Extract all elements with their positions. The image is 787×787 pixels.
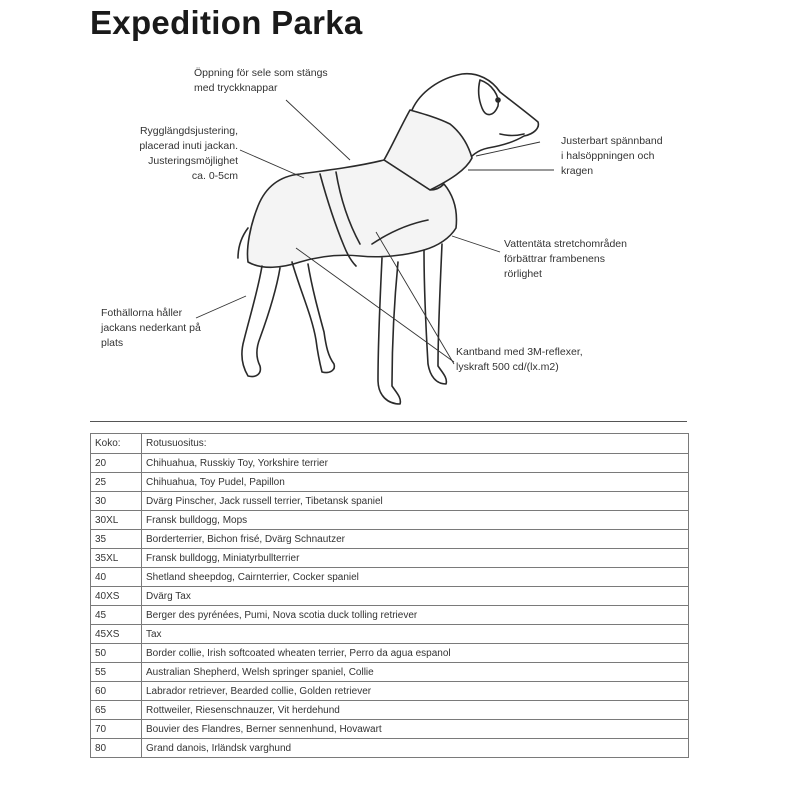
table-row <box>91 473 689 492</box>
header-size: Koko: <box>91 434 142 454</box>
dog-back-leg-2 <box>242 266 280 377</box>
table-row <box>91 492 689 511</box>
breed-cell: Rottweiler, Riesenschnauzer, Vit herdehund <box>142 701 689 720</box>
callout-foot-loops: Fothällorna håller jackans nederkant på plats <box>101 307 201 349</box>
dog-front-leg-1 <box>424 244 446 384</box>
size-cell: 45XS <box>91 625 142 644</box>
table-row <box>91 549 689 568</box>
size-cell: 40 <box>91 568 142 587</box>
callout-elastic-band: Justerbart spännband i halsöppningen och kragen <box>561 135 663 177</box>
breed-cell: Fransk bulldogg, Miniatyrbullterrier <box>142 549 689 568</box>
header-breed: Rotusuositus: <box>142 434 689 454</box>
dog-mouth <box>500 134 524 136</box>
section-divider <box>90 421 687 422</box>
table-row <box>91 625 689 644</box>
table-row <box>91 606 689 625</box>
callout-harness-opening: Öppning för sele som stängs med tryckknappar <box>194 67 328 94</box>
dog-front-leg-2 <box>378 258 400 404</box>
breed-cell: Chihuahua, Russkiy Toy, Yorkshire terrier <box>142 454 689 473</box>
table-row <box>91 511 689 530</box>
callout-back-length: Rygglängdsjustering, placerad inuti jackan. Justeringsmöjlighet ca. 0-5cm <box>139 125 238 182</box>
breed-cell: Berger des pyrénées, Pumi, Nova scotia duck tolling retriever <box>142 606 689 625</box>
dog-tail <box>238 228 248 258</box>
breed-cell: Australian Shepherd, Welsh springer spaniel, Collie <box>142 663 689 682</box>
size-cell: 35 <box>91 530 142 549</box>
callout-stretch-areas: Vattentäta stretchområden förbättrar frambenens rörlighet <box>504 238 627 280</box>
breed-cell: Border collie, Irish softcoated wheaten terrier, Perro da agua espanol <box>142 644 689 663</box>
breed-cell: Fransk bulldogg, Mops <box>142 511 689 530</box>
size-cell: 65 <box>91 701 142 720</box>
table-row <box>91 530 689 549</box>
breed-cell: Dvärg Tax <box>142 587 689 606</box>
size-cell: 60 <box>91 682 142 701</box>
page-title: Expedition Parka <box>90 4 363 41</box>
table-row <box>91 739 689 758</box>
size-cell: 20 <box>91 454 142 473</box>
table-row <box>91 720 689 739</box>
size-cell: 70 <box>91 720 142 739</box>
table-row <box>91 454 689 473</box>
leader-reflective-1 <box>296 248 454 362</box>
table-row <box>91 701 689 720</box>
table-header-row <box>91 434 689 454</box>
leader-stretch <box>452 236 500 252</box>
leader-back-length <box>240 150 304 178</box>
size-cell: 45 <box>91 606 142 625</box>
callout-reflective: Kantband med 3M-reflexer, lyskraft 500 cd/(lx.m2) <box>456 346 583 373</box>
breed-cell: Tax <box>142 625 689 644</box>
leader-harness <box>286 100 350 160</box>
breed-cell: Borderterrier, Bichon frisé, Dvärg Schnautzer <box>142 530 689 549</box>
dog-back-leg-1 <box>292 262 334 373</box>
size-cell: 25 <box>91 473 142 492</box>
size-cell: 55 <box>91 663 142 682</box>
size-table <box>90 433 689 758</box>
breed-cell: Bouvier des Flandres, Berner sennenhund, Hovawart <box>142 720 689 739</box>
breed-cell: Chihuahua, Toy Pudel, Papillon <box>142 473 689 492</box>
size-cell: 35XL <box>91 549 142 568</box>
table-row <box>91 587 689 606</box>
table-row <box>91 568 689 587</box>
breed-cell: Labrador retriever, Bearded collie, Golden retriever <box>142 682 689 701</box>
dog-eye <box>496 98 500 102</box>
size-cell: 30XL <box>91 511 142 530</box>
size-table-body <box>91 454 689 758</box>
table-row <box>91 644 689 663</box>
table-row <box>91 682 689 701</box>
breed-cell: Grand danois, Irländsk varghund <box>142 739 689 758</box>
leader-foot <box>196 296 246 318</box>
size-cell: 30 <box>91 492 142 511</box>
breed-cell: Shetland sheepdog, Cairnterrier, Cocker spaniel <box>142 568 689 587</box>
breed-cell: Dvärg Pinscher, Jack russell terrier, Tibetansk spaniel <box>142 492 689 511</box>
size-cell: 40XS <box>91 587 142 606</box>
size-cell: 50 <box>91 644 142 663</box>
table-row <box>91 663 689 682</box>
size-cell: 80 <box>91 739 142 758</box>
